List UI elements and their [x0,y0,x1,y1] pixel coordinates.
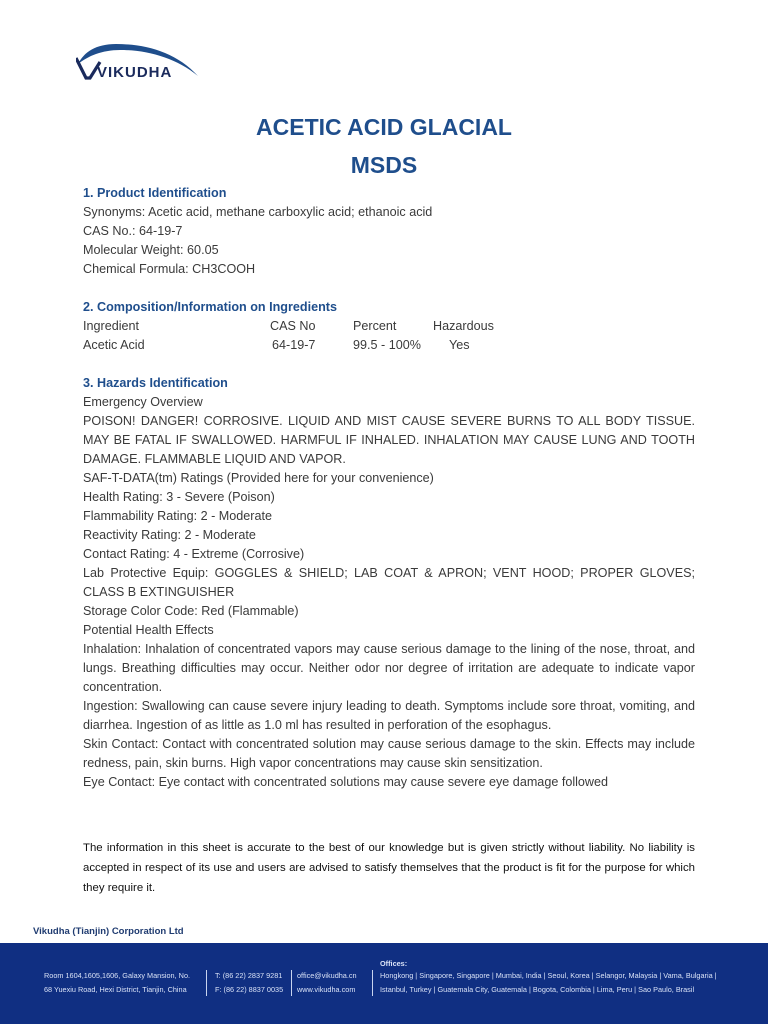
cell-ingredient: Acetic Acid [83,338,145,352]
fax: F: (86 22) 8837 0035 [215,985,284,994]
msds-content [83,184,695,792]
cell-percent: 99.5 - 100% [353,338,421,352]
telephone: T: (86 22) 2837 9281 [215,971,283,980]
header-hazardous: Hazardous [433,319,494,333]
footer-divider [206,970,207,996]
address-line-1: Room 1604,1605,1606, Galaxy Mansion, No. [44,971,191,980]
ingredient-table-row [83,336,695,355]
company-name: Vikudha (Tianjin) Corporation Ltd [33,926,184,937]
skin-contact-effects: Skin Contact: Contact with concentrated solution may cause serious damage to the skin. Effects may include redness, pain, skin burns. High vapor concentrations may cause skin sensitization. [83,737,695,770]
offices-line-2: Istanbul, Turkey | Guatemala City, Guatemala | Bogota, Colombia | Lima, Peru | Sao Paulo, Brasil [380,985,695,994]
lab-protective-equip: Lab Protective Equip: GOGGLES & SHIELD; LAB COAT & APRON; VENT HOOD; PROPER GLOVES; CLASS B EXTINGUISHER [83,566,695,599]
ingredient-table-header [83,317,695,336]
saf-t-data-ratings: SAF-T-DATA(tm) Ratings (Provided here for your convenience) [83,471,434,485]
email-link[interactable]: office@vikudha.cn [297,971,357,980]
section-1-heading: 1. Product Identification [83,186,227,200]
vikudha-logo [76,42,200,82]
health-rating: Health Rating: 3 - Severe (Poison) [83,490,275,504]
header-cas: CAS No [270,319,316,333]
emergency-overview: Emergency Overview [83,395,203,409]
inhalation-effects: Inhalation: Inhalation of concentrated vapors may cause serious damage to the lining of the nose, throat, and lungs. Breathing difficulties may occur. Neither odor nor degree of irritation are adequate to indicate vapor concentration. [83,642,695,694]
logo-swoosh-icon [76,42,200,82]
synonyms: Synonyms: Acetic acid, methane carboxylic acid; ethanoic acid [83,205,433,219]
footer-bar [0,943,768,1024]
website-link[interactable]: www.vikudha.com [297,985,356,994]
footer-divider [291,970,292,996]
offices-line-1: Hongkong | Singapore, Singapore | Mumbai, India | Seoul, Korea | Selangor, Malaysia | Vama, Bulgaria | [380,971,717,980]
cell-cas: 64-19-7 [272,338,316,352]
header-percent: Percent [353,319,397,333]
section-3-heading: 3. Hazards Identification [83,376,228,390]
chemical-formula: Chemical Formula: CH3COOH [83,262,256,276]
address-line-2: 68 Yuexiu Road, Hexi District, Tianjin, China [44,985,187,994]
flammability-rating: Flammability Rating: 2 - Moderate [83,509,272,523]
molecular-weight: Molecular Weight: 60.05 [83,243,219,257]
header-ingredient: Ingredient [83,319,140,333]
contact-rating: Contact Rating: 4 - Extreme (Corrosive) [83,547,305,561]
ingestion-effects: Ingestion: Swallowing can cause severe injury leading to death. Symptoms include sore throat, vomiting, and diarrhea. Ingestion of as little as 1.0 ml has resulted in perforation of the esophagus. [83,699,695,732]
document-title: ACETIC ACID GLACIAL [256,114,512,140]
document-subtitle: MSDS [350,152,418,178]
cas-number: CAS No.: 64-19-7 [83,224,183,238]
reactivity-rating: Reactivity Rating: 2 - Moderate [83,528,256,542]
potential-health-effects: Potential Health Effects [83,623,214,637]
poison-warning: POISON! DANGER! CORROSIVE. LIQUID AND MIST CAUSE SEVERE BURNS TO ALL BODY TISSUE. MAY BE FATAL IF SWALLOWED. HARMFUL IF INHALED. INHALATION MAY CAUSE LUNG AND TOOTH DAMAGE. FLAMMABLE LIQUID AND VAPOR. [83,414,695,466]
liability-disclaimer: The information in this sheet is accurate to the best of our knowledge but is given strictly without liability. No liability is accepted in respect of its use and users are advised to satisfy themselves that the product is fit for the purpose for which they require it. [83,842,695,894]
logo-text: VIKUDHA [97,64,173,81]
footer-divider [372,970,373,996]
section-2-heading: 2. Composition/Information on Ingredients [83,300,337,314]
eye-contact-effects: Eye Contact: Eye contact with concentrated solutions may cause severe eye damage followed [83,775,609,789]
storage-color-code: Storage Color Code: Red (Flammable) [83,604,299,618]
cell-hazardous: Yes [449,338,470,352]
offices-label: Offices: [380,959,408,968]
